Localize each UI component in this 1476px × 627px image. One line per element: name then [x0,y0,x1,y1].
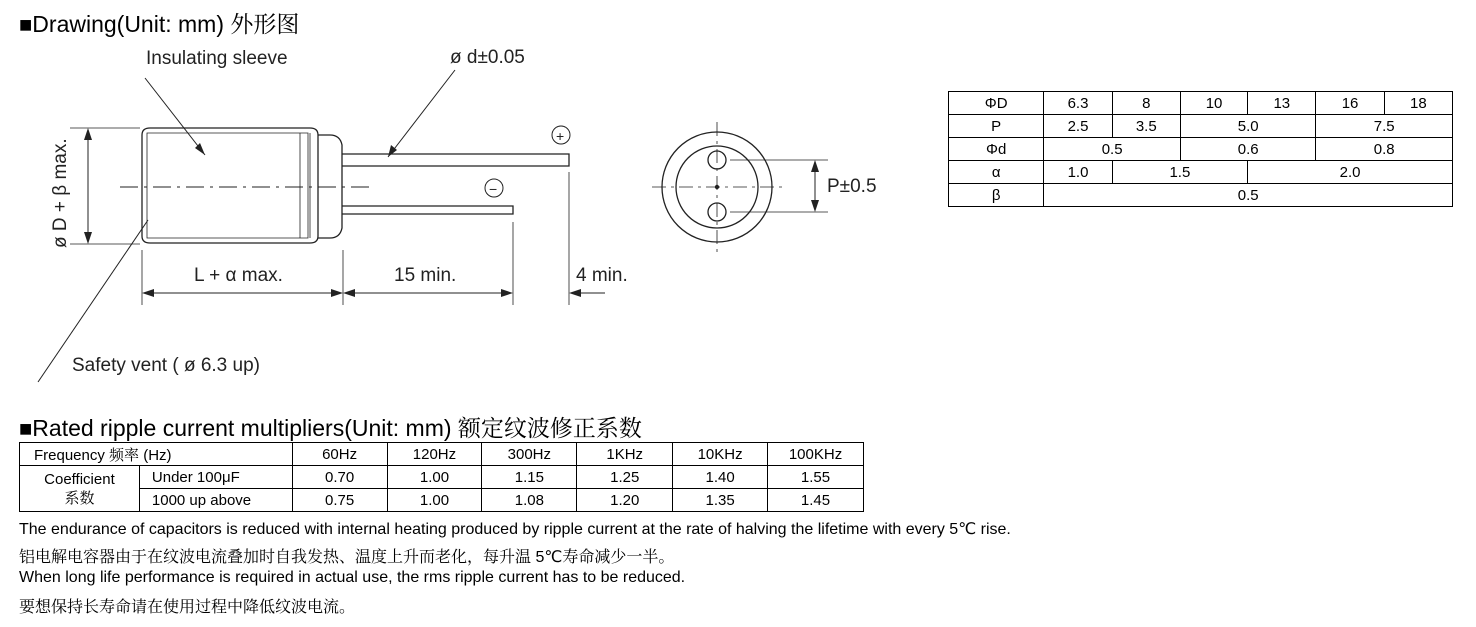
table-cell: 1.45 [768,489,864,512]
table-cell: 1.35 [673,489,768,512]
arrowhead [84,128,92,140]
sleeve-leader [145,78,205,155]
table-cell: 16 [1316,92,1384,115]
note-line: 要想保持长寿命请在使用过程中降低纹波电流。 [19,599,356,616]
table-cell: 0.5 [1044,138,1181,161]
negative-lead [342,206,513,214]
table-row [949,161,1453,184]
frequency-header: 1KHz [577,443,673,466]
table-cell: 6.3 [1044,92,1112,115]
row-label: P [949,115,1044,138]
square-bullet-icon: ■ [19,12,33,37]
table-row [949,115,1453,138]
coefficient-label [20,466,140,512]
end-view-center-dot [715,185,719,189]
table-cell: 1.08 [482,489,577,512]
capacitor-body-outline [142,128,318,243]
note-line: When long life performance is required in actual use, the rms ripple current has to be reduced. [19,569,686,586]
row-label: ΦD [949,92,1044,115]
positive-lead [342,154,569,166]
table-cell: 2.0 [1248,161,1453,184]
table-cell: 1.15 [482,466,577,489]
arrowhead [501,289,513,297]
frequency-header: 10KHz [673,443,768,466]
table-cell: 1.00 [387,466,482,489]
table-cell: 1.20 [577,489,673,512]
note-line: The endurance of capacitors is reduced with internal heating produced by ripple current at the rate of halving the lifetime with every 5℃ rise. [19,521,1011,538]
coefficient-label-zh: 系数 [64,489,95,507]
arrowhead [331,289,343,297]
table-cell: 8 [1112,92,1180,115]
condition-cell: 1000 up above [139,489,292,512]
dimension-table [948,91,1453,207]
table-cell: 1.00 [387,489,482,512]
body-length-label: L + α max. [194,265,283,286]
row-label: α [949,161,1044,184]
table-cell: 0.8 [1316,138,1453,161]
table-cell: 0.75 [292,489,387,512]
frequency-header: 100KHz [768,443,864,466]
ripple-heading-text: Rated ripple current multipliers(Unit: mm) 额定纹波修正系数 [32,415,642,441]
ripple-table [19,442,864,512]
table-cell: 0.70 [292,466,387,489]
table-cell: 0.5 [1044,184,1453,207]
lead-diameter-label: ø d±0.05 [450,47,525,68]
pitch-label: P±0.5 [827,176,877,197]
table-row [949,92,1453,115]
table-row [20,466,864,489]
plus-sign: + [556,128,565,144]
ripple-heading [19,410,642,443]
table-cell: 5.0 [1180,115,1316,138]
table-cell: 18 [1384,92,1452,115]
row-label: Φd [949,138,1044,161]
lead-length-label: 15 min. [394,265,457,286]
row-label: β [949,184,1044,207]
drawing-heading-text: Drawing(Unit: mm) 外形图 [32,11,300,37]
table-cell: 13 [1248,92,1316,115]
capacitor-drawing [0,0,960,400]
table-row [949,184,1453,207]
lead-leader [388,70,455,157]
capacitor-body-inner [147,133,308,238]
arrowhead [811,200,819,212]
table-cell: 1.55 [768,466,864,489]
safety-vent-label: Safety vent ( ø 6.3 up) [72,355,260,376]
frequency-label: Frequency 频率 (Hz) [20,443,293,466]
minus-sign: − [489,181,498,197]
table-cell: 1.0 [1044,161,1112,184]
frequency-header: 60Hz [292,443,387,466]
table-cell: 1.5 [1112,161,1248,184]
frequency-header: 300Hz [482,443,577,466]
arrowhead [142,289,154,297]
square-bullet-icon: ■ [19,416,33,441]
arrowhead [811,160,819,172]
table-row [20,443,864,466]
insulating-sleeve-label: Insulating sleeve [146,48,288,69]
body-diameter-label: ø D + β max. [50,138,71,248]
table-cell: 1.25 [577,466,673,489]
table-cell: 0.6 [1180,138,1316,161]
table-cell: 10 [1180,92,1247,115]
arrowhead [84,232,92,244]
table-row [949,138,1453,161]
table-row [20,489,864,512]
table-cell: 7.5 [1316,115,1453,138]
arrowhead [343,289,355,297]
condition-cell: Under 100μF [139,466,292,489]
table-cell: 1.40 [673,466,768,489]
table-cell: 2.5 [1044,115,1112,138]
frequency-header: 120Hz [387,443,482,466]
arrowhead [569,289,581,297]
coefficient-label-en: Coefficient [44,470,115,488]
note-line: 铝电解电容器由于在纹波电流叠加时自我发热、温度上升而老化，每升温 5℃寿命减少一半。 [19,549,675,566]
table-cell: 3.5 [1112,115,1180,138]
capacitor-end-cap [318,135,342,238]
lead-offset-label: 4 min. [576,265,628,286]
